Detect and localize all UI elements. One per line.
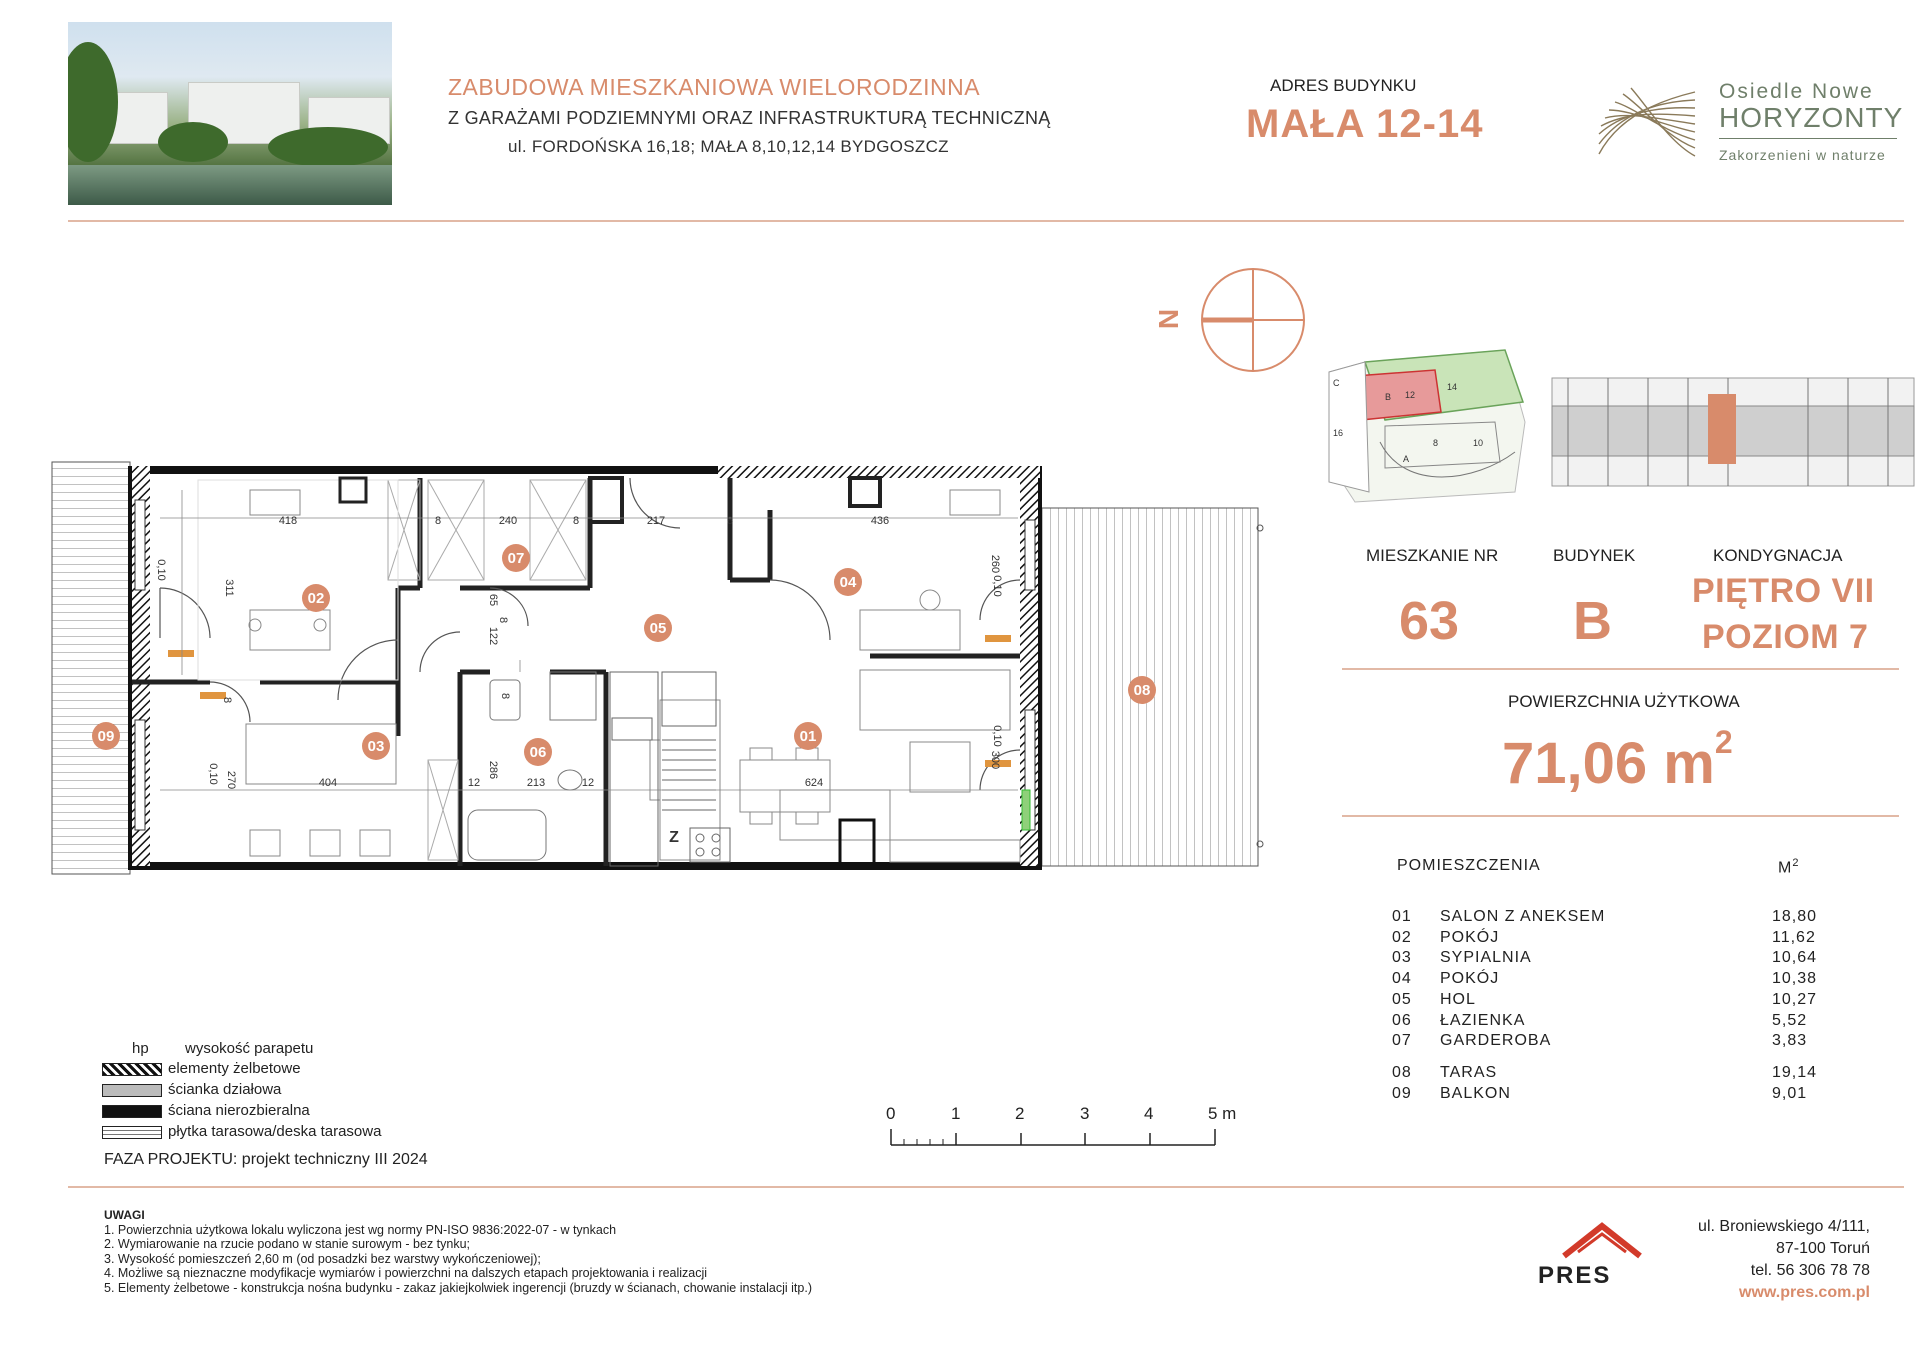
room-marker-label: 07 [507,550,525,567]
dimension-label: 12 [467,777,481,789]
room-row [1392,928,1816,949]
room-name: HOL [1440,990,1476,1008]
logo-emblem-icon [1595,84,1699,162]
room-row [1392,908,1818,928]
room-number: 02 [1392,928,1412,946]
room-area: 10,64 [1772,949,1818,967]
dimension-label: 300 [989,750,1001,770]
footer-website[interactable]: www.pres.com.pl [1739,1284,1870,1301]
rooms-header: POMIESZCZENIA [1397,857,1541,874]
footer-divider [68,1186,1904,1188]
rooms-unit-sup: 2 [1792,857,1800,869]
building-value: B [1573,591,1612,651]
header-photo [68,22,392,205]
dimension-label: 286 [487,760,499,780]
dimension-label: 418 [278,515,298,527]
dimension-label: 217 [646,515,666,527]
logo-name-line2: HORYZONTY [1719,102,1904,133]
dimension-label: 311 [223,579,235,597]
room-row [1392,970,1818,990]
balcony-09 [52,462,130,874]
scale-bar [885,1125,1225,1151]
header-divider [68,220,1904,222]
site-label-a: A [1403,454,1410,464]
room-marker-label: 01 [799,728,817,745]
room-number: 06 [1392,1011,1412,1029]
room-number: 08 [1392,1064,1412,1081]
room-marker-label: 03 [367,738,385,755]
footer-phone: tel. 56 306 78 78 [1750,1262,1870,1279]
project-title: ZABUDOWA MIESZKANIOWA WIELORODZINNA [448,74,981,100]
note-2: 2. Wymiarowanie na rzucie podano w stanie surowym - bez tynku; [104,1237,471,1251]
site-label-c: C [1333,378,1340,388]
notes-title: UWAGI [104,1208,145,1222]
dimension-label: 8 [497,616,509,624]
room-marker-label: 05 [649,620,667,637]
dimension-label: 0,10 [207,763,219,785]
dimension-label: Z [669,829,679,846]
address-value: MAŁA 12-14 [1246,102,1484,146]
site-plan-map [1325,342,1529,506]
apartment-number: 63 [1399,591,1460,651]
site-label-16: 16 [1333,428,1344,438]
scale-label-3: 3 [1080,1104,1090,1123]
room-number: 04 [1392,970,1412,988]
dimension-label: 8 [572,515,580,527]
room-name: GARDEROBA [1440,1032,1552,1050]
dimension-label: 0,10 [991,575,1003,597]
room-name: BALKON [1440,1084,1511,1102]
room-row [1392,949,1818,969]
logo-name-line1: Osiedle Nowe [1719,80,1874,103]
legend-swatch-deck [102,1126,162,1139]
site-label-b: B [1385,392,1392,402]
apartment-number-label: MIESZKANIE NR [1366,546,1499,565]
dimension-label: 65 [487,593,499,607]
site-label-12: 12 [1405,390,1416,400]
room-number: 05 [1392,990,1412,1008]
room-name: SYPIALNIA [1440,949,1532,967]
legend-hp-key: hp [132,1040,149,1057]
room-area: 19,14 [1772,1064,1818,1081]
room-marker-label: 02 [307,590,325,607]
scale-label-1: 1 [951,1104,961,1123]
floor-key-plan [1548,368,1918,496]
room-number: 07 [1392,1032,1412,1050]
project-location: ul. FORDOŃSKA 16,18; MAŁA 8,10,12,14 BYDGOSZCZ [508,137,949,156]
area-label: POWIERZCHNIA UŻYTKOWA [1508,692,1740,711]
note-3: 3. Wysokość pomieszczeń 2,60 m (od posadzki bez warstwy wykończeniowej); [104,1251,541,1266]
floor-value-line2: POZIOM 7 [1702,618,1869,656]
footer-address-1: ul. Broniewskiego 4/111, [1698,1218,1870,1235]
rooms-unit: M [1778,859,1793,877]
project-phase: FAZA PROJEKTU: projekt techniczny III 2024 [104,1151,428,1168]
room-number: 09 [1392,1084,1412,1102]
room-area: 3,83 [1772,1032,1808,1050]
building-label: BUDYNEK [1553,546,1636,565]
legend-text-rc: elementy żelbetowe [168,1060,301,1077]
compass-label: N [1153,308,1185,330]
scale-label-2: 2 [1015,1104,1025,1123]
legend-swatch-wall [102,1105,162,1118]
room-number: 01 [1392,908,1412,925]
room-marker-label: 04 [839,574,857,591]
legend-text-partition: ścianka działowa [168,1081,282,1098]
room-area: 5,52 [1772,1011,1808,1029]
legend-hp-text: wysokość parapetu [185,1040,314,1057]
area-number: 71,06 m [1502,731,1715,796]
dimension-label: 8 [434,515,442,527]
site-label-8: 8 [1433,438,1439,448]
room-area: 10,38 [1772,970,1818,988]
room-row [1392,1064,1818,1084]
notes-block [104,1208,812,1295]
scale-label-0: 0 [886,1104,896,1123]
info-divider-1 [1342,668,1899,670]
dimension-label: 12 [581,777,595,789]
legend-text-wall: ściana nierozbieralna [168,1102,310,1119]
dimension-label: 8 [726,515,734,527]
dimension-label: 270 [225,770,237,790]
room-marker-label: 08 [1133,682,1151,699]
dimension-label: 436 [870,515,890,527]
room-marker-label: 09 [97,728,115,745]
room-name: ŁAZIENKA [1440,1011,1526,1029]
note-4: 4. Możliwe są nieznaczne modyfikacje wymiarów i powierzchni na dalszych etapach projektowania i realizacji [104,1266,708,1280]
dimension-label: 8 [499,692,511,700]
site-label-14: 14 [1447,382,1458,392]
room-area: 9,01 [1772,1084,1808,1102]
dimension-label: 0,10 [991,725,1003,747]
logo-tagline: Zakorzenieni w naturze [1719,147,1886,163]
area-sup: 2 [1714,724,1733,760]
room-name: POKÓJ [1440,970,1500,988]
dimension-label: 260 [989,554,1001,574]
info-divider-2 [1342,815,1899,817]
note-5: 5. Elementy żelbetowe - konstrukcja nośna budynku - zakaz jakiejkolwiek ingerencji (bruzdy w ścianach, chowanie instalacji itp.) [104,1280,812,1295]
room-marker-label: 06 [529,744,547,761]
rooms-unit-header [1778,857,1799,877]
dimension-label: 122 [487,626,499,646]
dimension-label: 404 [318,777,338,789]
project-subtitle: Z GARAŻAMI PODZIEMNYMI ORAZ INFRASTRUKTURĄ TECHNICZNĄ [448,108,1051,128]
room-row [1392,1032,1812,1052]
pres-house-icon [1560,1222,1644,1262]
pres-brand: PRES [1538,1262,1612,1289]
legend-swatch-partition [102,1084,162,1097]
legend-swatch-rc [102,1063,162,1076]
dimension-label: 0,10 [155,559,167,581]
floor-label: KONDYGNACJA [1713,546,1843,565]
scale-label-4: 4 [1144,1104,1154,1123]
room-row [1392,990,1818,1011]
room-area: 18,80 [1772,908,1818,925]
dimension-label: 624 [804,777,824,789]
logo-divider [1719,138,1897,139]
room-name: TARAS [1440,1064,1498,1081]
dimension-label: 8 [221,696,233,704]
room-name: SALON Z ANEKSEM [1440,908,1606,925]
legend-text-deck: płytka tarasowa/deska tarasowa [168,1123,382,1140]
note-1: 1. Powierzchnia użytkowa lokalu wyliczona jest wg normy PN-ISO 9836:2022-07 - w tynkach [104,1222,617,1237]
room-area: 11,62 [1772,928,1816,946]
address-label: ADRES BUDYNKU [1270,76,1417,95]
dimension-label: 213 [526,777,546,789]
floor-value-line1: PIĘTRO VII [1692,572,1875,610]
dimension-label: 240 [498,515,518,527]
room-name: POKÓJ [1440,928,1500,946]
site-label-10: 10 [1473,438,1484,448]
area-value [1502,724,1733,797]
scale-label-5: 5 m [1208,1104,1237,1123]
room-number: 03 [1392,949,1412,967]
outer-walls [132,470,1038,866]
room-row [1392,1012,1812,1032]
floor-plan [50,460,1280,880]
room-area: 10,27 [1772,990,1818,1008]
room-row [1392,1085,1812,1105]
footer-address-2: 87-100 Toruń [1776,1240,1870,1257]
